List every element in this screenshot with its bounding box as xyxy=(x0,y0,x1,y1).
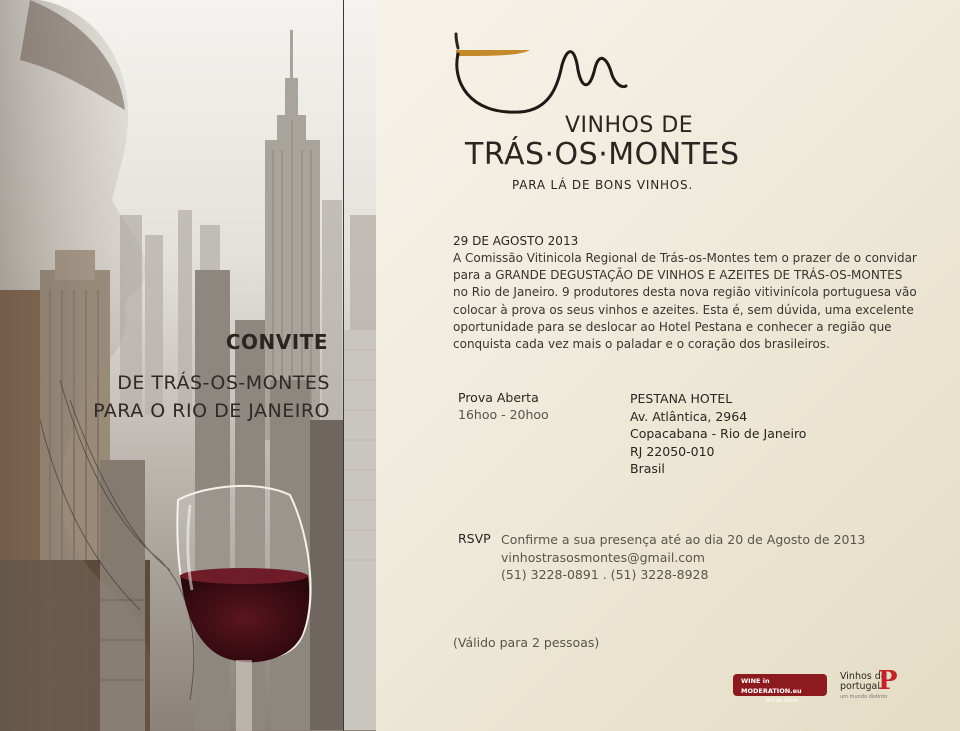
paragraph-line: conquista cada vez mais o paladar e o coração dos brasileiros. xyxy=(453,337,830,352)
event-hours: 16hoo - 20hoo xyxy=(458,407,549,422)
paragraph-line: colocar à prova os seus vinhos e azeites. Esta é, sem dúvida, uma excelente xyxy=(453,302,914,317)
vinhos-logo-mark xyxy=(450,30,640,120)
address-line: Av. Atlântica, 2964 xyxy=(630,408,748,424)
event-label: Prova Aberta xyxy=(458,390,539,405)
wim-title: WINE in MODERATION.eu xyxy=(741,677,802,695)
wine-in-moderation-logo xyxy=(733,674,827,704)
rsvp-label: RSVP xyxy=(458,531,491,546)
logo-line-1: VINHOS DE xyxy=(565,113,694,138)
venue-address xyxy=(630,390,806,478)
panel-divider xyxy=(343,0,344,731)
invitation-line-1: DE TRÁS-OS-MONTES xyxy=(117,372,330,394)
city-wine-illustration xyxy=(0,0,376,731)
vp-p-mark-icon: P xyxy=(878,666,898,696)
logo-line-2: TRÁS·OS·MONTES xyxy=(465,137,740,172)
wim-subtitle: Art de Vivre xyxy=(765,698,799,704)
address-line: Brasil xyxy=(630,461,665,477)
address-line: Copacabana - Rio de Janeiro xyxy=(630,426,807,442)
event-date: 29 DE AGOSTO 2013 xyxy=(453,234,579,248)
rsvp-details xyxy=(501,531,865,584)
address-line: RJ 22050-010 xyxy=(630,443,715,459)
vp-line-1: Vinhos de xyxy=(840,671,887,682)
paragraph-line: oportunidade para se deslocar ao Hotel Pestana e conhecer a região que xyxy=(453,319,892,334)
paragraph-line: no Rio de Janeiro. 9 produtores desta nova região vitivinícola portuguesa vão xyxy=(453,285,917,300)
validity-note: (Válido para 2 pessoas) xyxy=(453,635,600,650)
paragraph-line: para a GRANDE DEGUSTAÇÃO DE VINHOS E AZEITES DE TRÁS-OS-MONTES xyxy=(453,268,903,283)
logo-tagline: PARA LÁ DE BONS VINHOS. xyxy=(512,178,694,192)
vp-small: um mundo distinto xyxy=(840,694,888,700)
address-line: PESTANA HOTEL xyxy=(630,391,733,406)
invitation-title: CONVITE xyxy=(225,330,328,354)
cover-photo xyxy=(0,0,376,731)
vp-line-2: portugal xyxy=(840,681,880,692)
invitation-line-2: PARA O RIO DE JANEIRO xyxy=(93,400,330,422)
invitation-paragraph xyxy=(453,250,917,353)
rsvp-phone: (51) 3228-0891 . (51) 3228-8928 xyxy=(501,567,709,582)
rsvp-email-link[interactable]: vinhostrasosmontes@gmail.com xyxy=(501,549,705,565)
rsvp-instructions: Confirme a sua presença até ao dia 20 de Agosto de 2013 xyxy=(501,532,866,547)
paragraph-line: A Comissão Vitinicola Regional de Trás-os-Montes tem o prazer de o convidar xyxy=(453,251,917,265)
